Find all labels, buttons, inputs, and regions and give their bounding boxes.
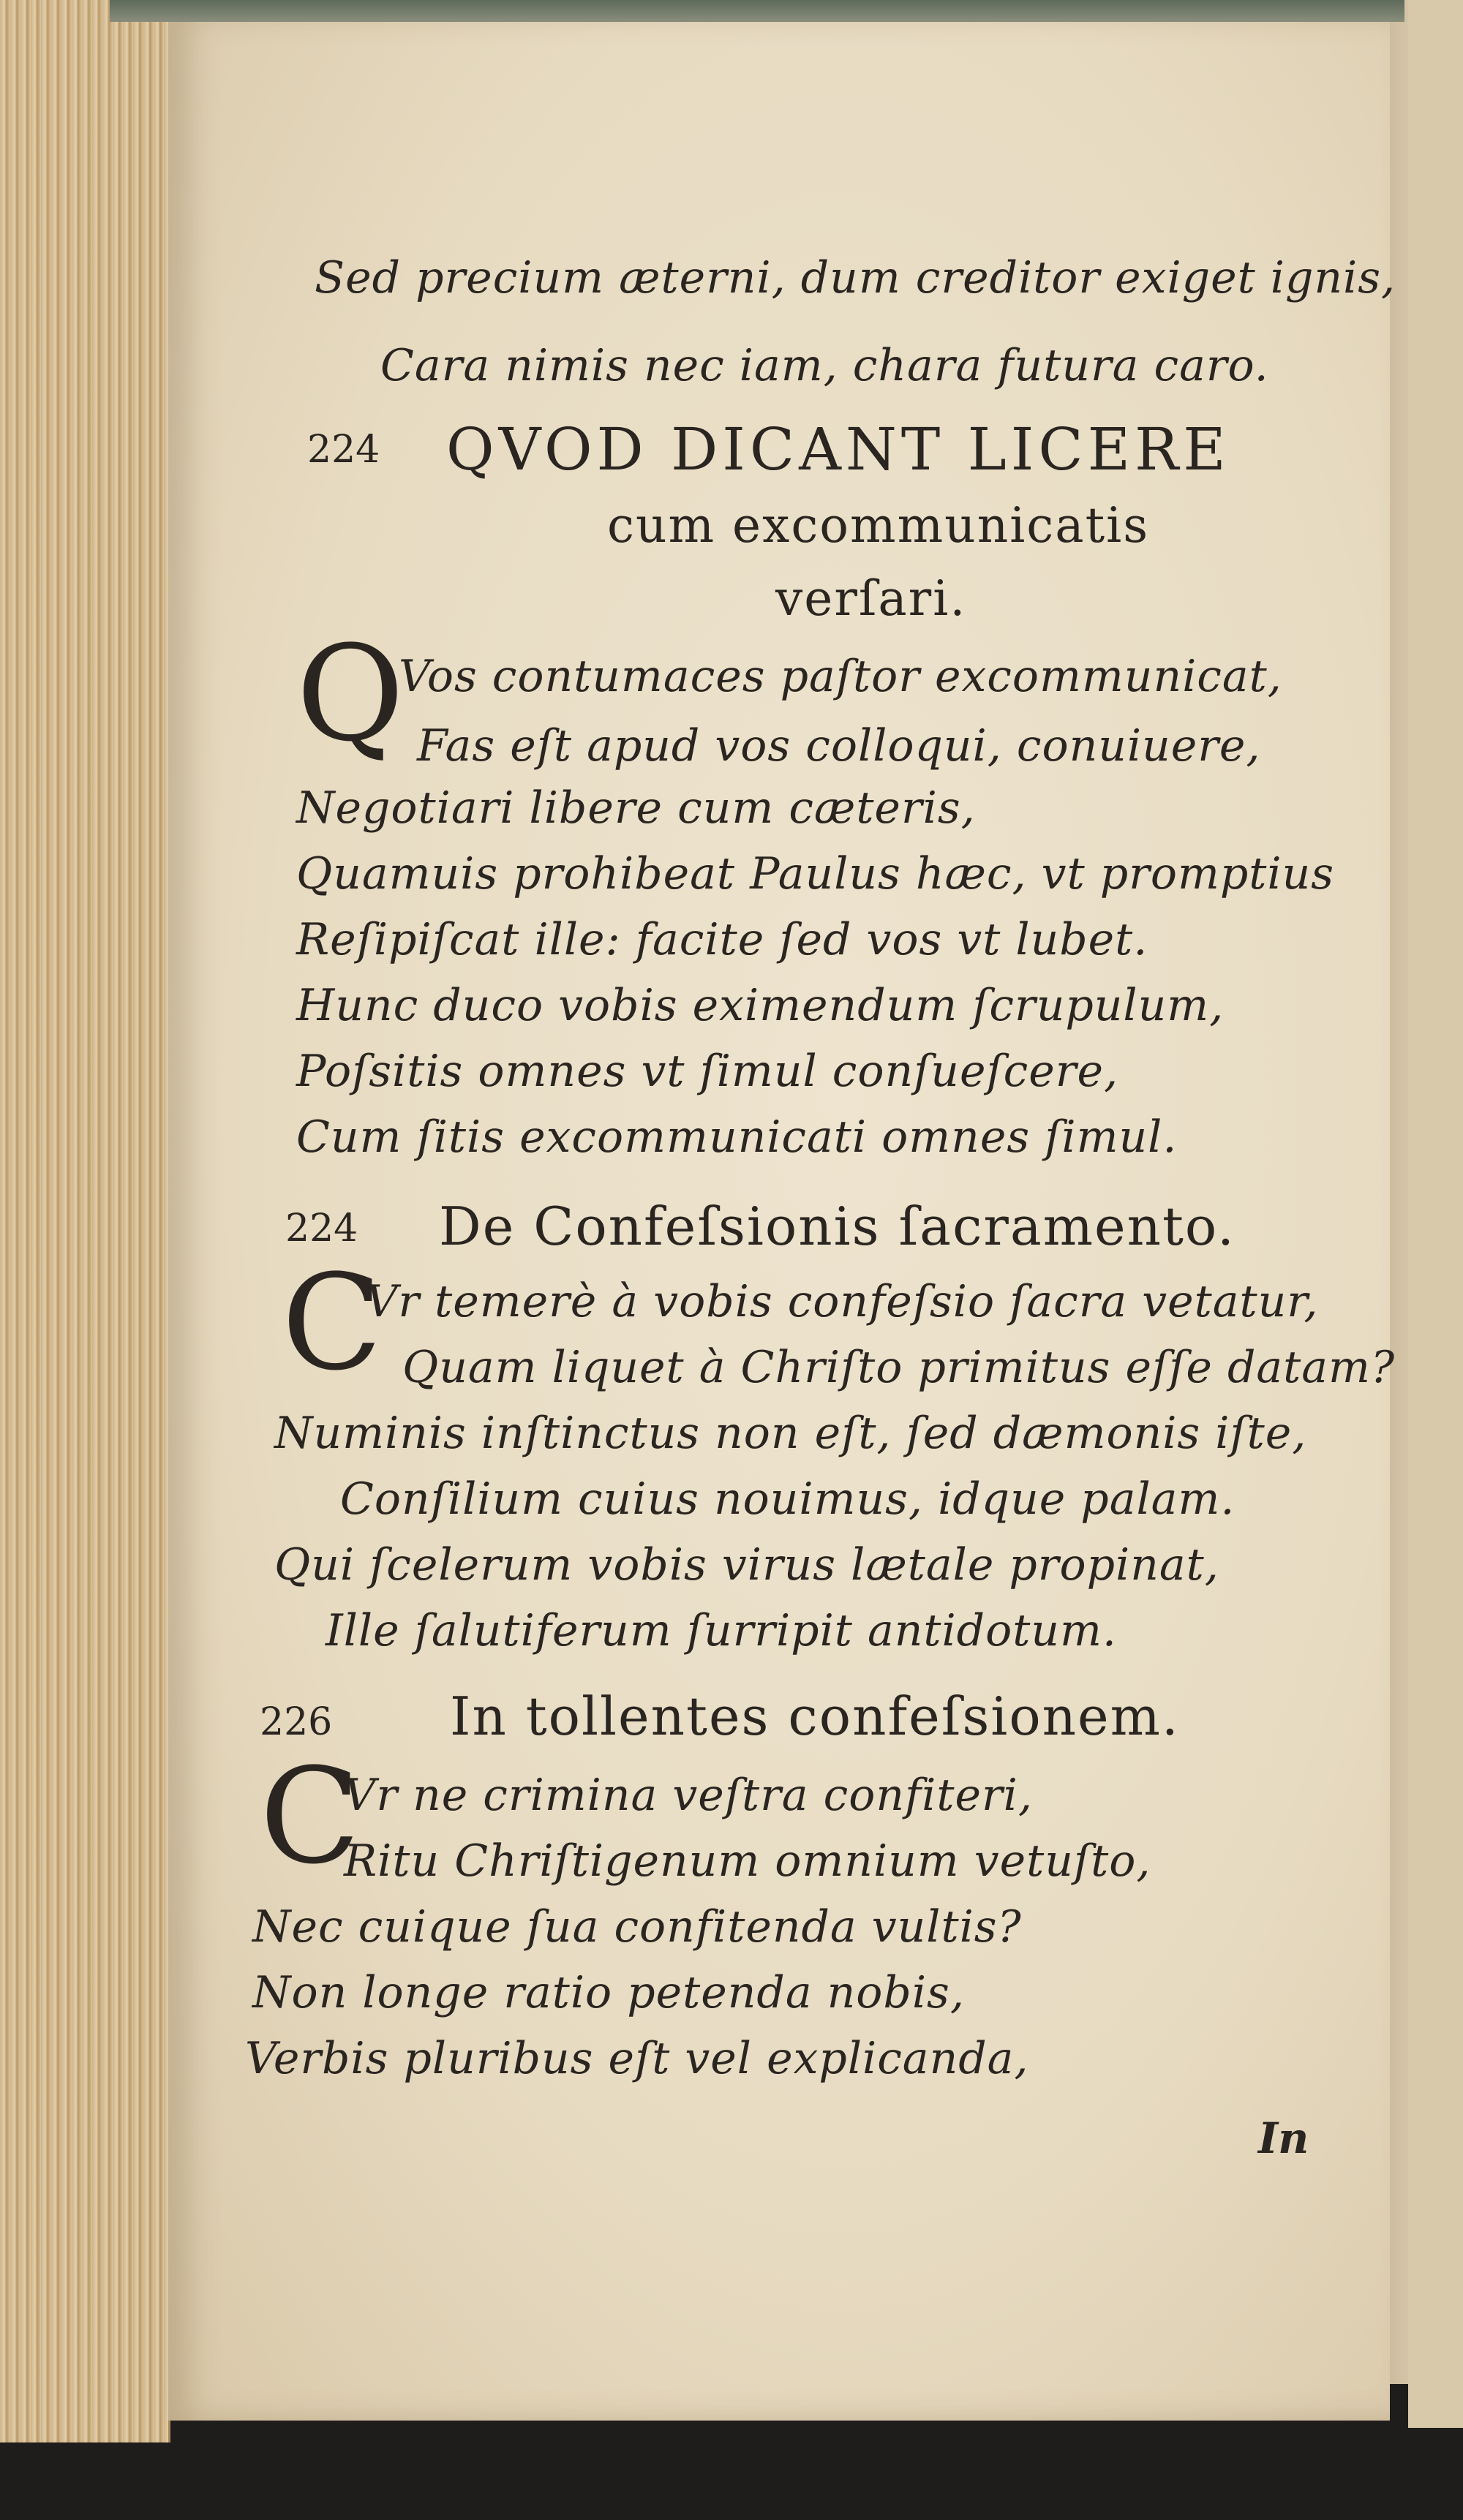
verse-line: Quamuis prohibeat Paulus hæc, vt promptius bbox=[296, 848, 1335, 899]
book-cover-top bbox=[110, 0, 1404, 22]
verse-line: Ille ſalutiferum ſurripit antidotum. bbox=[326, 1605, 1117, 1656]
verse-line: Reſipiſcat ille: facite ſed vos vt lubet. bbox=[296, 914, 1148, 965]
verse-line: Vr temerè à vobis confeſsio ſacra vetatur, bbox=[366, 1276, 1319, 1327]
facing-page-slice bbox=[1408, 0, 1463, 2428]
catchword: In bbox=[1258, 2113, 1309, 2163]
section-heading: QVOD DICANT LICERE bbox=[446, 415, 1230, 483]
verse-line: Hunc duco vobis eximendum ſcrupulum, bbox=[296, 980, 1225, 1031]
section-number: 224 bbox=[307, 428, 380, 472]
section-number: 226 bbox=[260, 1700, 333, 1744]
verse-line: Ritu Chriſtigenum omnium vetuſto, bbox=[344, 1836, 1151, 1887]
section-subheading: verſari. bbox=[775, 570, 967, 627]
line-1: Sed precium æterni, dum creditor exiget ignis, bbox=[315, 252, 1396, 303]
verse-line: Quam liquet à Chriſto primitus eſſe datam? bbox=[402, 1342, 1396, 1393]
line-2: Cara nimis nec iam, chara futura caro. bbox=[380, 340, 1269, 391]
verse-line: Fas eſt apud vos colloqui, conuiuere, bbox=[417, 720, 1261, 772]
verse-line: Nec cuique ſua confitenda vultis? bbox=[252, 1901, 1022, 1953]
section-subheading: cum excommunicatis bbox=[607, 497, 1150, 554]
verse-line: Vr ne crimina veſtra confiteri, bbox=[344, 1770, 1033, 1821]
verse-line: Verbis pluribus eſt vel explicanda, bbox=[245, 2033, 1029, 2084]
verse-line: Cum ſitis excommunicati omnes ſimul. bbox=[296, 1112, 1178, 1163]
drop-cap: C bbox=[282, 1247, 383, 1400]
verse-line: Conſilium cuius nouimus, idque palam. bbox=[340, 1474, 1236, 1525]
verse-line: Vos contumaces paſtor excommunicat, bbox=[399, 651, 1282, 702]
drop-cap: Q bbox=[296, 618, 405, 771]
verse-line: Poſsitis omnes vt ſimul conſueſcere, bbox=[296, 1046, 1119, 1097]
book-page-edges bbox=[0, 0, 170, 2442]
section-number: 224 bbox=[285, 1207, 358, 1250]
verse-line: Numinis inſtinctus non eſt, ſed dæmonis iſte, bbox=[274, 1408, 1307, 1459]
section-heading: De Confeſsionis ſacramento. bbox=[439, 1196, 1236, 1257]
verse-line: Negotiari libere cum cæteris, bbox=[296, 782, 976, 834]
verse-line: Non longe ratio petenda nobis, bbox=[252, 1967, 965, 2018]
section-heading: In tollentes confeſsionem. bbox=[450, 1686, 1180, 1747]
drop-cap: C bbox=[260, 1740, 361, 1893]
verse-line: Qui ſcelerum vobis virus lætale propinat, bbox=[274, 1539, 1219, 1591]
